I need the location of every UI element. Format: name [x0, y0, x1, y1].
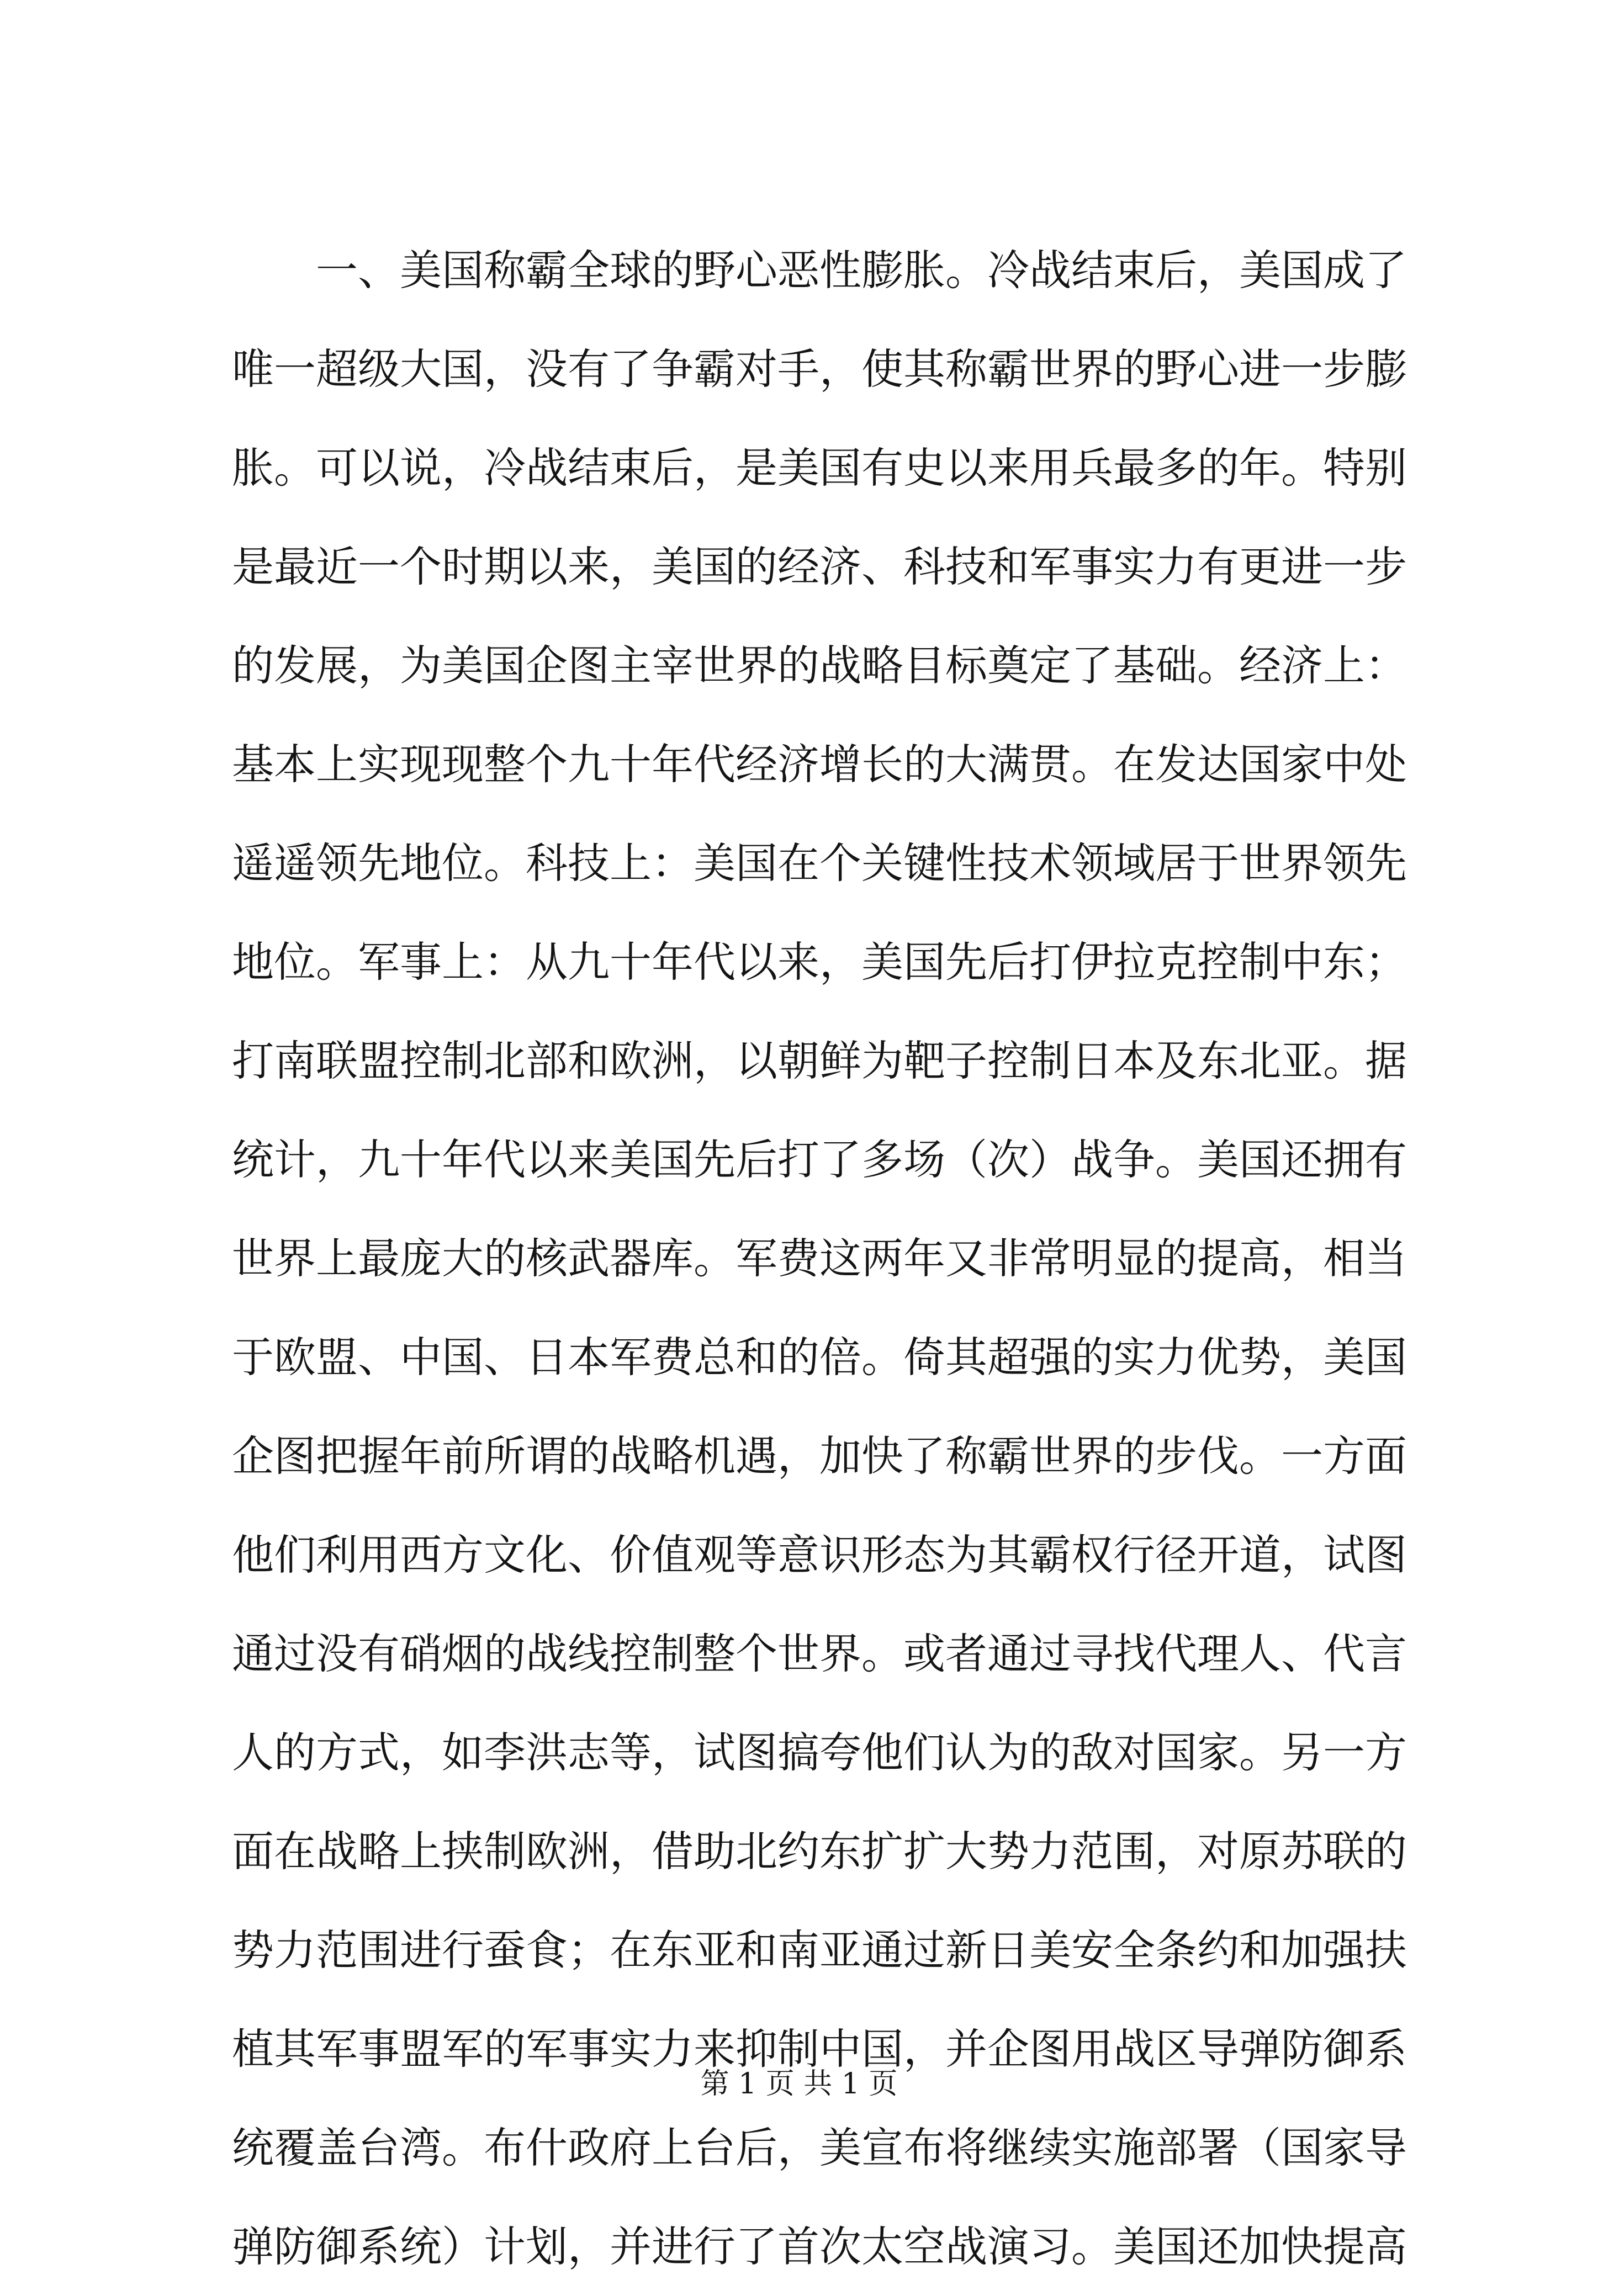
paragraph-line: 遥遥领先地位。科技上：美国在个关键性技术领域居于世界领先 — [232, 839, 1407, 888]
paragraph-line: 势力范围进行蚕食；在东亚和南亚通过新日美安全条约和加强扶 — [232, 1926, 1407, 1975]
paragraph-line: 基本上实现现整个九十年代经济增长的大满贯。在发达国家中处 — [232, 740, 1407, 789]
paragraph-line: 于欧盟、中国、日本军费总和的倍。倚其超强的实力优势，美国 — [232, 1333, 1407, 1382]
paragraph-line: 人的方式，如李洪志等，试图搞夸他们认为的敌对国家。另一方 — [232, 1728, 1407, 1777]
paragraph-line: 通过没有硝烟的战线控制整个世界。或者通过寻找代理人、代言 — [232, 1629, 1407, 1678]
paragraph-line: 统覆盖台湾。布什政府上台后，美宣布将继续实施部署（国家导 — [232, 2123, 1407, 2172]
paragraph-line: 唯一超级大国，没有了争霸对手，使其称霸世界的野心进一步膨 — [232, 344, 1407, 394]
paragraph-line: 地位。军事上：从九十年代以来，美国先后打伊拉克控制中东； — [232, 937, 1407, 987]
paragraph-line: 企图把握年前所谓的战略机遇，加快了称霸世界的步伐。一方面 — [232, 1431, 1407, 1481]
document-body — [232, 221, 1407, 2296]
paragraph-line: 胀。可以说，冷战结束后，是美国有史以来用兵最多的年。特别 — [232, 443, 1407, 492]
paragraph-line: 面在战略上挟制欧洲，借助北约东扩扩大势力范围，对原苏联的 — [232, 1827, 1407, 1876]
paragraph-line: 弹防御系统）计划，并进行了首次太空战演习。美国还加快提高 — [232, 2222, 1407, 2271]
paragraph-line: 的发展，为美国企图主宰世界的战略目标奠定了基础。经济上： — [232, 641, 1407, 690]
paragraph-line: 是最近一个时期以来，美国的经济、科技和军事实力有更进一步 — [232, 542, 1407, 591]
paragraph-line: 一、美国称霸全球的野心恶性膨胀。冷战结束后，美国成了 — [316, 246, 1407, 295]
page-number-footer: 第 1 页 共 1 页 — [700, 2067, 898, 2101]
paragraph-line: 他们利用西方文化、价值观等意识形态为其霸权行径开道，试图 — [232, 1530, 1407, 1579]
paragraph-line: 打南联盟控制北部和欧洲，以朝鲜为靶子控制日本及东北亚。据 — [232, 1036, 1407, 1085]
paragraph-line: 世界上最庞大的核武器库。军费这两年又非常明显的提高，相当 — [232, 1234, 1407, 1283]
paragraph-line: 植其军事盟军的军事实力来抑制中国，并企图用战区导弹防御系 — [232, 2024, 1407, 2074]
paragraph-line: 统计，九十年代以来美国先后打了多场（次）战争。美国还拥有 — [232, 1135, 1407, 1184]
